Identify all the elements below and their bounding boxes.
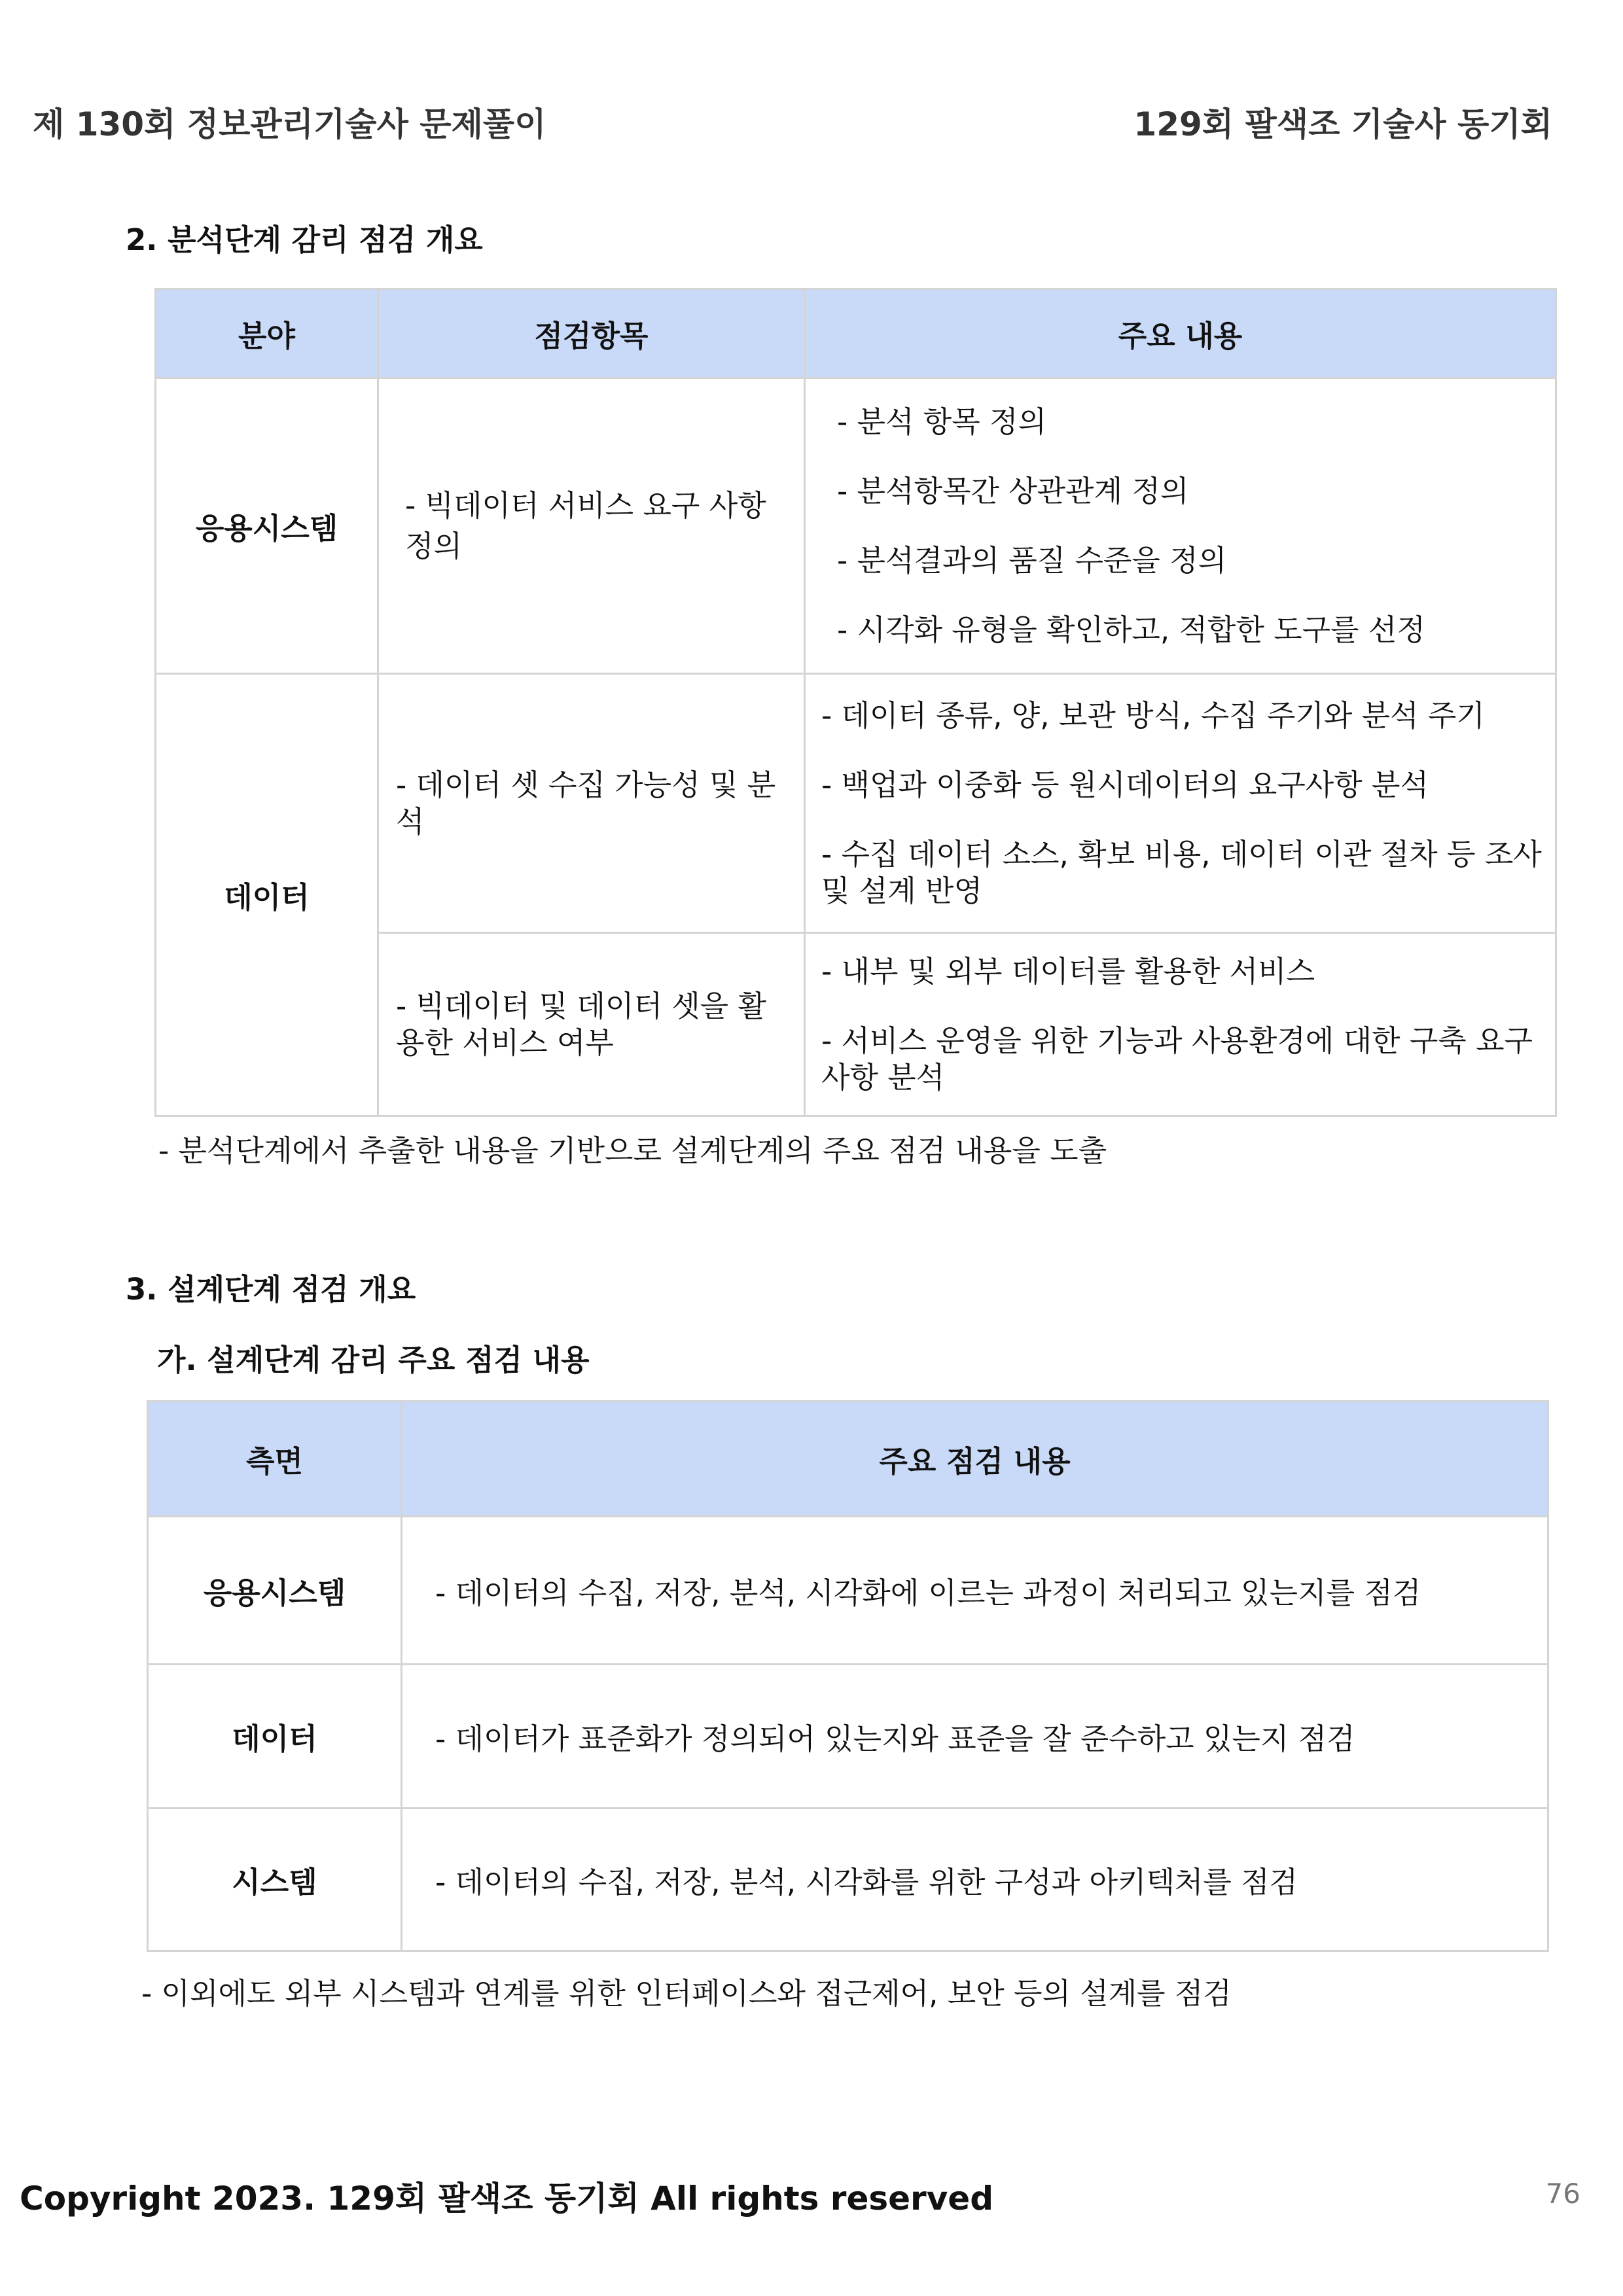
header-left-title: 제 130회 정보관리기술사 문제풀이	[33, 105, 546, 143]
table-row	[148, 1809, 1548, 1951]
check-item-text: - 빅데이터 및 데이터 셋을 활용한 서비스 여부	[396, 988, 766, 1060]
content-line: - 내부 및 외부 데이터를 활용한 서비스	[821, 953, 1315, 989]
column-header-check-item: 점검항목	[378, 289, 805, 378]
section3-subtitle: 가. 설계단계 감리 주요 점검 내용	[157, 1343, 590, 1377]
content-cell: - 데이터가 표준화가 정의되어 있는지와 표준을 잘 준수하고 있는지 점검	[402, 1665, 1548, 1809]
header-right-title: 129회 팔색조 기술사 동기회	[1133, 105, 1552, 143]
table-row	[156, 674, 1556, 933]
table-header-row	[148, 1402, 1548, 1517]
content-line: - 분석결과의 품질 수준을 정의	[837, 542, 1227, 578]
content-line: - 서비스 운영을 위한 기능과 사용환경에 대한 구축 요구사항 분석	[821, 1023, 1533, 1095]
column-header-main-content: 주요 내용	[805, 289, 1556, 378]
check-item-cell	[378, 933, 805, 1116]
category-cell: 데이터	[156, 674, 378, 1116]
column-header-field: 분야	[156, 289, 378, 378]
aspect-cell: 시스템	[148, 1809, 402, 1951]
table-row	[148, 1665, 1548, 1809]
footer-copyright: Copyright 2023. 129회 팔색조 동기회 All rights reserved	[20, 2180, 994, 2217]
section3-title: 3. 설계단계 점검 개요	[126, 1272, 416, 1307]
content-cell: - 데이터의 수집, 저장, 분석, 시각화에 이르는 과정이 처리되고 있는지를 점검	[402, 1517, 1548, 1665]
check-item-text: - 빅데이터 서비스 요구 사항 정의	[405, 487, 766, 563]
section3-note: - 이외에도 외부 시스템과 연계를 위한 인터페이스와 접근제어, 보안 등의 설계를 점검	[141, 1976, 1232, 2011]
check-item-cell	[378, 674, 805, 933]
page-number: 76	[1545, 2178, 1580, 2210]
check-item-text: - 데이터 셋 수집 가능성 및 분석	[396, 767, 776, 839]
content-cell	[805, 933, 1556, 1116]
table-row	[148, 1517, 1548, 1665]
table-row	[156, 378, 1556, 674]
analysis-audit-table	[154, 288, 1557, 1117]
check-item-cell	[378, 378, 805, 674]
table-header-row	[156, 289, 1556, 378]
content-cell: - 데이터의 수집, 저장, 분석, 시각화를 위한 구성과 아키텍처를 점검	[402, 1809, 1548, 1951]
content-cell	[805, 674, 1556, 933]
column-header-main-check: 주요 점검 내용	[402, 1402, 1548, 1517]
content-line: - 시각화 유형을 확인하고, 적합한 도구를 선정	[837, 612, 1425, 647]
section2-note: - 분석단계에서 추출한 내용을 기반으로 설계단계의 주요 점검 내용을 도출	[158, 1133, 1107, 1168]
design-audit-table	[147, 1400, 1549, 1952]
content-line: - 분석항목간 상관관계 정의	[837, 473, 1189, 508]
column-header-aspect: 측면	[148, 1402, 402, 1517]
category-cell: 응용시스템	[156, 378, 378, 674]
aspect-cell: 응용시스템	[148, 1517, 402, 1665]
content-line: - 수집 데이터 소스, 확보 비용, 데이터 이관 절차 등 조사 및 설계 반영	[821, 836, 1542, 908]
content-cell	[805, 378, 1556, 674]
content-line: - 분석 항목 정의	[837, 404, 1046, 439]
aspect-cell: 데이터	[148, 1665, 402, 1809]
content-line: - 데이터 종류, 양, 보관 방식, 수집 주기와 분석 주기	[821, 698, 1485, 733]
section2-title: 2. 분석단계 감리 점검 개요	[126, 222, 483, 257]
content-line: - 백업과 이중화 등 원시데이터의 요구사항 분석	[821, 767, 1429, 802]
